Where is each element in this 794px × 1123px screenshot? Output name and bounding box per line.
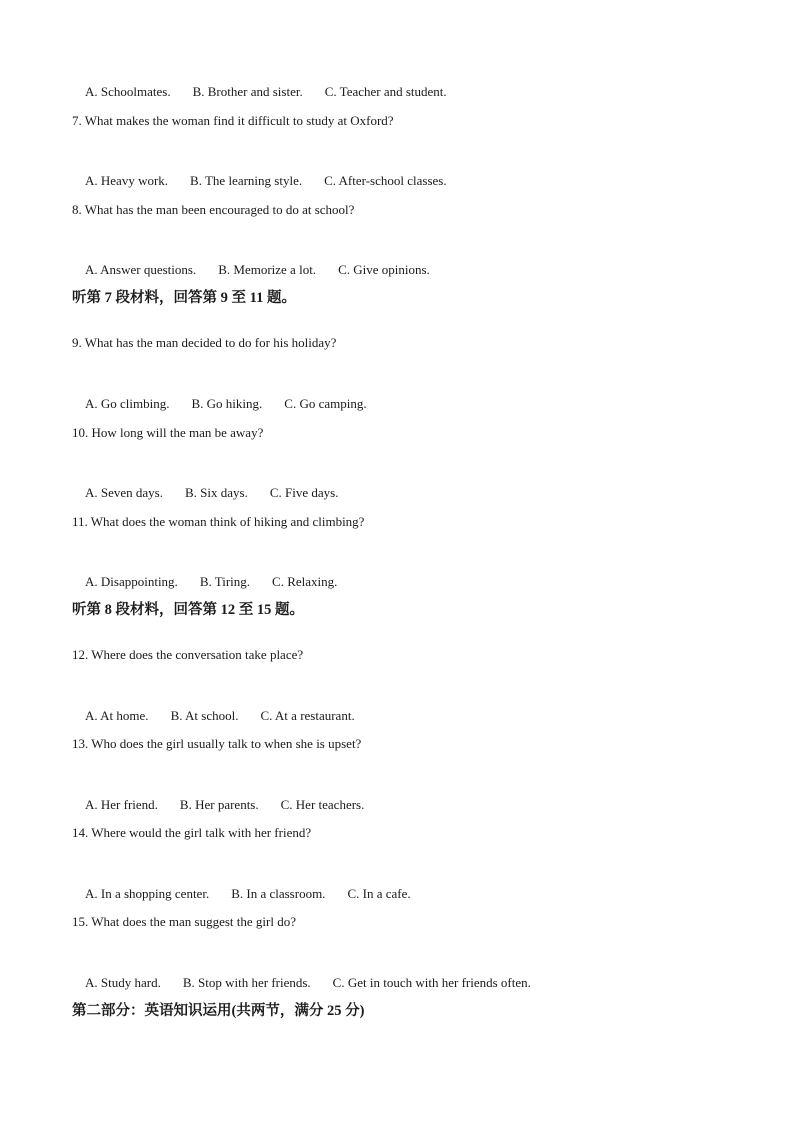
option-a: A. Answer questions. — [85, 262, 197, 277]
section-heading: 听第 8 段材料，回答第 12 至 15 题。 — [72, 602, 304, 618]
question-line: 8. What has the man been encouraged to do at school? — [72, 202, 355, 217]
options-line — [72, 692, 355, 740]
options-line — [72, 380, 367, 428]
option-c: C. Go camping. — [284, 396, 367, 411]
options-line — [72, 558, 337, 606]
option-c: C. Her teachers. — [280, 797, 365, 812]
option-b: B. Tiring. — [199, 574, 251, 589]
question-line: 13. Who does the girl usually talk to when she is upset? — [72, 736, 362, 751]
option-a: A. Disappointing. — [85, 574, 178, 589]
option-b: B. At school. — [170, 708, 239, 723]
option-a: A. Heavy work. — [85, 173, 169, 188]
question-line: 9. What has the man decided to do for his holiday? — [72, 335, 337, 350]
option-b: B. In a classroom. — [231, 886, 326, 901]
option-a: A. Schoolmates. — [85, 84, 171, 99]
option-a: A. Her friend. — [85, 797, 158, 812]
option-b: B. Brother and sister. — [192, 84, 303, 99]
options-line — [72, 68, 447, 116]
option-b: B. Go hiking. — [191, 396, 263, 411]
question-line: 10. How long will the man be away? — [72, 425, 264, 440]
option-b: B. Stop with her friends. — [182, 975, 311, 990]
option-c: C. Relaxing. — [272, 574, 338, 589]
question-line: 12. Where does the conversation take place? — [72, 647, 304, 662]
option-b: B. Six days. — [185, 485, 248, 500]
option-a: A. Go climbing. — [85, 396, 170, 411]
options-line — [72, 469, 338, 517]
option-a: A. Study hard. — [85, 975, 161, 990]
part-heading: 第二部分：英语知识运用(共两节，满分 25 分) — [72, 1003, 365, 1019]
option-a: A. At home. — [85, 708, 149, 723]
option-c: C. Give opinions. — [338, 262, 430, 277]
option-b: B. Her parents. — [179, 797, 259, 812]
options-line — [72, 246, 430, 294]
option-c: C. Get in touch with her friends often. — [332, 975, 531, 990]
section-heading: 听第 7 段材料，回答第 9 至 11 题。 — [72, 290, 296, 306]
question-line: 7. What makes the woman find it difficult to study at Oxford? — [72, 113, 394, 128]
options-line — [72, 157, 447, 205]
options-line — [72, 781, 364, 829]
question-line: 15. What does the man suggest the girl do? — [72, 914, 296, 929]
option-a: A. In a shopping center. — [85, 886, 210, 901]
option-b: B. Memorize a lot. — [218, 262, 317, 277]
option-c: C. Five days. — [269, 485, 339, 500]
question-line: 14. Where would the girl talk with her friend? — [72, 825, 312, 840]
option-b: B. The learning style. — [190, 173, 303, 188]
option-c: C. At a restaurant. — [260, 708, 355, 723]
question-line: 11. What does the woman think of hiking and climbing? — [72, 514, 365, 529]
options-line — [72, 959, 531, 1007]
option-a: A. Seven days. — [85, 485, 163, 500]
option-c: C. Teacher and student. — [324, 84, 447, 99]
options-line — [72, 870, 411, 918]
option-c: C. After-school classes. — [324, 173, 447, 188]
option-c: C. In a cafe. — [347, 886, 411, 901]
